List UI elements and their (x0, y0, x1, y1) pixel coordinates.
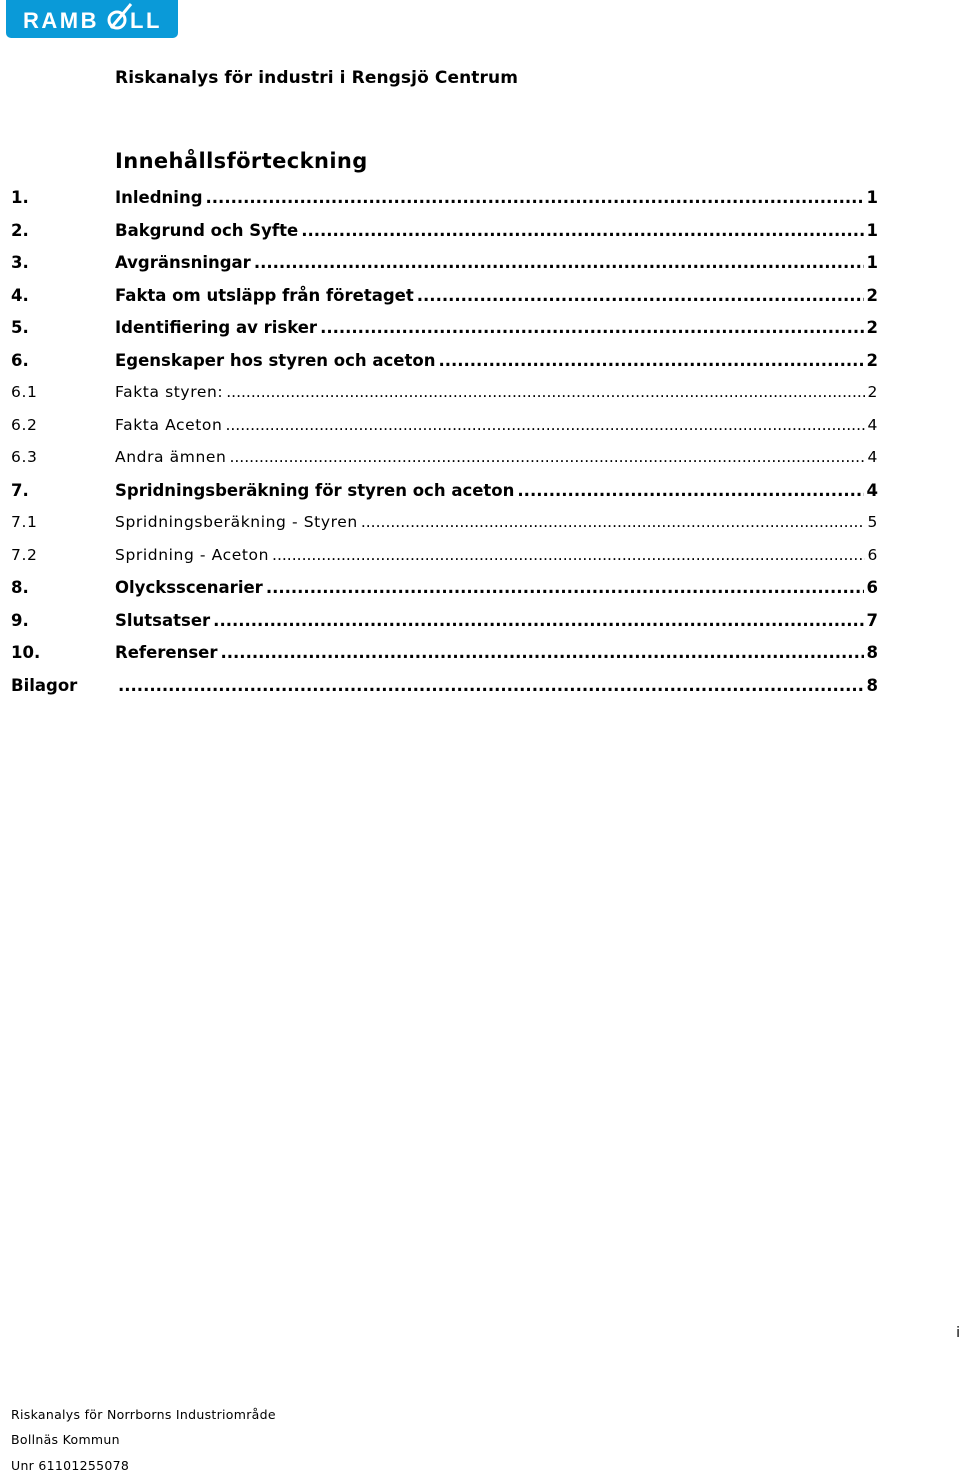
toc-entry-page: 4 (867, 415, 878, 434)
toc-dot-leader (229, 448, 864, 466)
toc-entry-number: 6.3 (11, 448, 38, 466)
toc-entry-title: Bakgrund och Syfte (115, 220, 299, 240)
toc-dot-leader (320, 318, 863, 337)
toc-entry-title: Olycksscenarier (115, 578, 263, 597)
document-title: Riskanalys för industri i Rengsjö Centrum (115, 68, 519, 88)
toc-entry-number: 8. (11, 578, 29, 597)
svg-text:LL: LL (130, 8, 162, 33)
toc-entry[interactable] (11, 643, 878, 665)
ramboll-logo-mark (6, 0, 178, 38)
toc-entry-page: 2 (866, 350, 878, 370)
toc-entry-page: 1 (866, 253, 878, 272)
toc-entry-page: 6 (866, 578, 878, 597)
toc-entry-title: Inledning (115, 188, 203, 207)
toc-entry-number: 4. (11, 285, 29, 305)
toc-entry-title: Egenskaper hos styren och aceton (115, 350, 436, 370)
toc-entry-title: Avgränsningar (115, 253, 251, 272)
toc-entry[interactable] (11, 318, 878, 340)
toc-entry[interactable] (11, 611, 878, 633)
toc-entry-page: 8 (866, 675, 878, 695)
toc-entry-title: Slutsatser (115, 610, 211, 630)
toc-dot-leader (213, 611, 863, 630)
toc-entry[interactable] (11, 513, 878, 535)
toc-entry[interactable] (11, 481, 878, 503)
toc-entry-number: 5. (11, 318, 29, 337)
toc-entry-title: Fakta Aceton (115, 415, 223, 434)
toc-entry[interactable] (11, 351, 878, 373)
toc-entry-page: 2 (866, 318, 878, 337)
toc-entry-page: 4 (866, 480, 878, 500)
toc-dot-leader (254, 253, 864, 272)
toc-entry-title: Fakta om utsläpp från företaget (115, 285, 414, 305)
toc-entry[interactable] (11, 383, 878, 405)
toc-entry-page: 5 (867, 513, 878, 531)
toc-dot-leader (118, 676, 864, 695)
toc-entry[interactable] (11, 578, 878, 600)
svg-text:RAMB: RAMB (23, 8, 99, 33)
toc-entry-page: 8 (866, 643, 878, 662)
toc-entry[interactable] (11, 253, 878, 275)
toc-entry-number: 1. (11, 188, 29, 207)
toc-entry[interactable] (11, 416, 878, 438)
toc-dot-leader (517, 481, 863, 500)
toc-dot-leader (221, 643, 864, 662)
toc-dot-leader (417, 286, 864, 305)
toc-dot-leader (206, 188, 864, 207)
toc-dot-leader (361, 513, 865, 531)
toc-entry-page: 1 (866, 220, 878, 240)
ramboll-logo (6, 0, 178, 38)
toc-entry-number: Bilagor (11, 675, 78, 695)
toc-dot-leader (226, 383, 864, 401)
page-number-roman: i (956, 1325, 960, 1341)
footer-project-title: Riskanalys för Norrborns Industriområde (11, 1407, 276, 1422)
toc-entry[interactable] (11, 221, 878, 243)
toc-heading: Innehållsförteckning (115, 149, 368, 173)
toc-entry-page: 2 (867, 383, 878, 401)
toc-dot-leader (438, 351, 863, 370)
toc-entry-number: 6.1 (11, 383, 38, 401)
toc-entry-number: 6. (11, 350, 29, 370)
toc-entry-number: 7.1 (11, 513, 38, 531)
toc-entry-page: 1 (866, 188, 878, 207)
toc-entry-number: 6.2 (11, 415, 38, 434)
toc-entry[interactable] (11, 188, 878, 210)
toc-entry-page: 2 (866, 285, 878, 305)
toc-entry-number: 10. (11, 643, 41, 662)
toc-dot-leader (225, 416, 864, 434)
toc-entry-number: 2. (11, 220, 29, 240)
toc-entry-number: 7. (11, 480, 29, 500)
toc-dot-leader (301, 221, 863, 240)
toc-entry-number: 9. (11, 610, 29, 630)
toc-entry[interactable] (11, 448, 878, 470)
toc-entry-title: Spridningsberäkning för styren och aceton (115, 480, 515, 500)
toc-entry-title: Fakta styren: (115, 383, 224, 401)
toc-entry-title: Identifiering av risker (115, 318, 318, 337)
toc-entry-title: Spridningsberäkning - Styren (115, 513, 358, 531)
toc-entry-number: 7.2 (11, 545, 38, 564)
toc-dot-leader (266, 578, 864, 597)
toc-entry[interactable] (11, 286, 878, 308)
toc-entry-page: 7 (866, 610, 878, 630)
toc-entry[interactable] (11, 676, 878, 698)
toc-entry[interactable] (11, 546, 878, 568)
toc-entry-number: 3. (11, 253, 29, 272)
toc-entry-title: Spridning - Aceton (115, 545, 270, 564)
toc-entry-title: Referenser (115, 643, 218, 662)
footer-municipality: Bollnäs Kommun (11, 1432, 120, 1447)
toc-dot-leader (272, 546, 865, 564)
toc-entry-page: 6 (867, 545, 878, 564)
toc-entry-title: Andra ämnen (115, 448, 227, 466)
footer-project-number: Unr 61101255078 (11, 1458, 130, 1473)
toc-entry-page: 4 (867, 448, 878, 466)
